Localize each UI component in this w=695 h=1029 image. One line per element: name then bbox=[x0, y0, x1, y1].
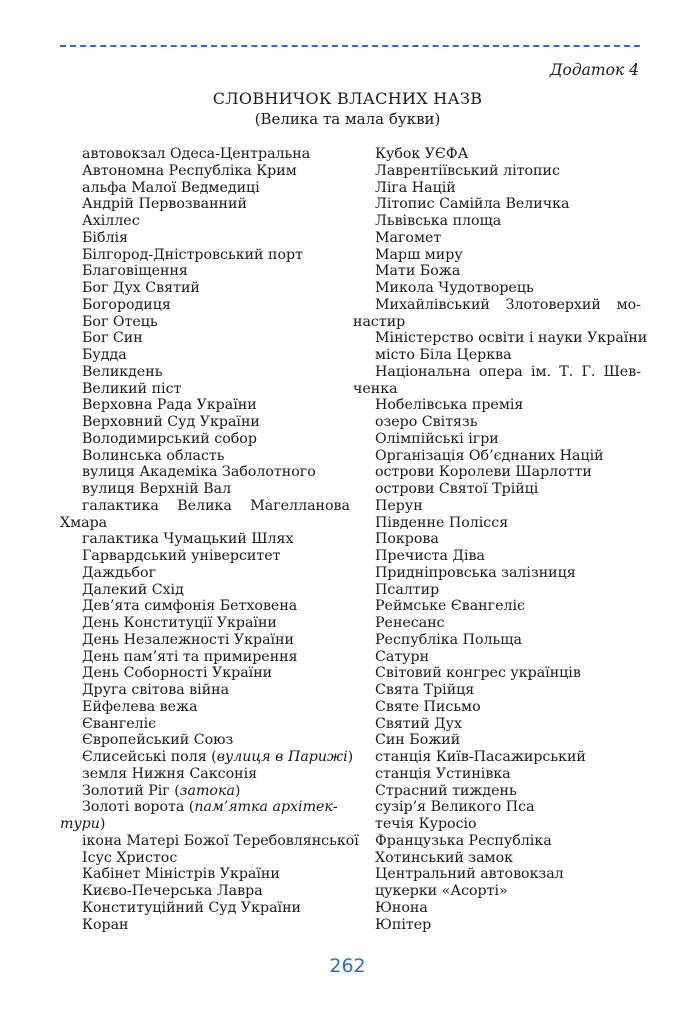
dictionary-entry: Святий Дух bbox=[375, 715, 462, 732]
dictionary-entry: місто Біла Церква bbox=[375, 347, 512, 363]
dictionary-entry: острови Королеви Шарлотти bbox=[375, 464, 592, 481]
dictionary-entry-continuation: настир bbox=[353, 313, 406, 330]
dictionary-entry: Дев’ята симфонія Бетховена bbox=[82, 598, 298, 615]
dictionary-entry: Богородиця bbox=[82, 296, 171, 313]
dictionary-entry: Верховний Суд України bbox=[82, 414, 260, 430]
dictionary-entry: Гарвардський університет bbox=[82, 548, 281, 564]
dictionary-entry: Республіка Польща bbox=[375, 631, 522, 648]
dictionary-entry: Києво-Печерська Лавра bbox=[82, 883, 263, 899]
entry-text: ) bbox=[99, 816, 106, 832]
dictionary-entry: Володимирський собор bbox=[82, 430, 257, 447]
dictionary-entry: Даждьбог bbox=[82, 564, 157, 581]
dictionary-entry: Ейфелева вежа bbox=[82, 698, 198, 715]
dictionary-entry bbox=[60, 783, 350, 800]
dictionary-entry: Благовіщення bbox=[82, 263, 188, 280]
dictionary-entry: Центральний автовокзал bbox=[375, 866, 564, 883]
dictionary-entry: Придніпровська залізниця bbox=[375, 564, 576, 581]
dictionary-entry: цукерки «Асорті» bbox=[375, 883, 508, 899]
dictionary-entry: ікона Матері Божої Теребовлянської bbox=[82, 832, 359, 849]
dictionary-entry: острови Святої Трійці bbox=[375, 481, 539, 497]
dictionary-entry: Свята Трійця bbox=[375, 682, 475, 698]
dictionary-entry: Французька Республіка bbox=[375, 832, 552, 849]
dictionary-entry: станція Устинівка bbox=[375, 765, 511, 782]
dictionary-entry: галактика Чумацький Шлях bbox=[82, 531, 294, 548]
dictionary-entry: вулиця Академіка Заболотного bbox=[82, 464, 316, 481]
dictionary-entry: День пам’яті та примирення bbox=[82, 648, 298, 665]
dictionary-entry: Михайлівський Злотоверхий мо- bbox=[375, 296, 641, 313]
dictionary-entry: Страсний тиждень bbox=[375, 782, 517, 799]
dictionary-entry: День Соборності України bbox=[82, 665, 273, 682]
dictionary-entry: Микола Чудотворець bbox=[375, 280, 534, 296]
dictionary-entry: Святе Письмо bbox=[375, 698, 481, 715]
dictionary-entry: Сатурн bbox=[375, 648, 430, 665]
dictionary-entry: вулиця Верхній Вал bbox=[82, 481, 232, 497]
dictionary-entry: Пречиста Діва bbox=[375, 548, 485, 564]
entry-note: вулиця в Парижі bbox=[216, 749, 348, 765]
dictionary-entry: Південне Полісся bbox=[375, 514, 509, 531]
dictionary-entry: День Конституції України bbox=[82, 615, 277, 631]
dictionary-entry: Юпітер bbox=[375, 916, 432, 933]
entry-note: тури bbox=[60, 816, 100, 832]
entry-text: Золоті ворота ( bbox=[82, 799, 195, 816]
dictionary-entry: Нобелівська премія bbox=[375, 397, 524, 414]
dictionary-entry: Юнона bbox=[375, 899, 428, 916]
dictionary-entry bbox=[60, 799, 350, 816]
header-dashed-rule bbox=[60, 45, 640, 47]
dictionary-entry: Ренесанс bbox=[375, 615, 445, 631]
dictionary-entry: Ліга Націй bbox=[375, 179, 456, 196]
dictionary-entry: День Незалежності України bbox=[82, 631, 294, 648]
dictionary-entry: Верховна Рада України bbox=[82, 397, 257, 414]
dictionary-entry: Кубок УЄФА bbox=[375, 146, 469, 162]
dictionary-entry-continuation: Хмара bbox=[60, 514, 108, 531]
dictionary-entry: Міністерство освіти і науки України bbox=[375, 330, 648, 347]
entry-note: затока bbox=[179, 782, 235, 799]
page-subtitle: (Велика та мала букви) bbox=[254, 110, 441, 128]
dictionary-entry: земля Нижня Саксонія bbox=[82, 765, 258, 782]
dictionary-entry: Біблія bbox=[82, 229, 129, 246]
dictionary-entry: Псалтир bbox=[375, 581, 440, 598]
dictionary-entry: альфа Малої Ведмедиці bbox=[82, 179, 260, 196]
dictionary-entry: Волинська область bbox=[82, 447, 225, 464]
dictionary-entry: Далекий Схід bbox=[82, 581, 184, 598]
dictionary-entry: Коран bbox=[82, 916, 129, 933]
dictionary-entry: Національна опера ім. Т. Г. Шев- bbox=[375, 363, 641, 380]
dictionary-entry: Євангеліє bbox=[82, 715, 157, 732]
dictionary-entry: Перун bbox=[375, 497, 423, 514]
entry-text: Золотий Ріг ( bbox=[82, 782, 180, 799]
dictionary-entry: Син Божий bbox=[375, 732, 461, 749]
dictionary-entry: галактика Велика Магелланова bbox=[82, 497, 350, 514]
dictionary-entry: Конституційний Суд України bbox=[82, 899, 301, 916]
entry-note: пам’ятка архітек- bbox=[194, 799, 338, 816]
dictionary-entry: Організація Об’єднаних Націй bbox=[375, 447, 604, 464]
dictionary-entry: Друга світова війна bbox=[82, 682, 230, 698]
dictionary-entry: Кабінет Міністрів України bbox=[82, 866, 280, 883]
dictionary-entry: Андрій Первозванний bbox=[82, 196, 247, 213]
dictionary-entry-continuation bbox=[60, 816, 350, 833]
dictionary-entry: Ахіллес bbox=[82, 213, 140, 229]
dictionary-entry: Бог Отець bbox=[82, 313, 158, 330]
dictionary-entry: Марш миру bbox=[375, 246, 463, 263]
dictionary-entry: озеро Світязь bbox=[375, 414, 478, 430]
dictionary-entry: Великдень bbox=[82, 363, 163, 380]
entry-text: ) bbox=[347, 749, 354, 765]
dictionary-entry: Мати Божа bbox=[375, 263, 461, 280]
appendix-label: Додаток 4 bbox=[549, 61, 639, 79]
dictionary-entry: Білгород-Дністровський порт bbox=[82, 246, 303, 263]
dictionary-entry bbox=[60, 749, 354, 766]
dictionary-entry: течія Куросіо bbox=[375, 816, 477, 832]
page-title: СЛОВНИЧОК ВЛАСНИХ НАЗВ bbox=[212, 89, 483, 108]
dictionary-entry: сузір’я Великого Пса bbox=[375, 799, 535, 816]
dictionary-entry: Будда bbox=[82, 347, 127, 363]
dictionary-entry: Великий піст bbox=[82, 380, 182, 397]
dictionary-entry: Реймське Євангеліє bbox=[375, 598, 525, 615]
dictionary-entry: Автономна Республіка Крим bbox=[82, 162, 297, 179]
dictionary-entry: Хотинський замок bbox=[375, 849, 514, 866]
dictionary-right-column bbox=[353, 146, 648, 933]
dictionary-entry: Покрова bbox=[375, 531, 439, 548]
entry-text: ) bbox=[234, 782, 241, 799]
page-number: 262 bbox=[329, 955, 366, 977]
dictionary-entry: Європейський Союз bbox=[82, 732, 234, 749]
dictionary-entry: Літопис Самійла Величка bbox=[375, 196, 570, 213]
dictionary-entry: Львівська площа bbox=[375, 213, 502, 229]
dictionary-entry-continuation: ченка bbox=[353, 380, 398, 397]
dictionary-entry: Ісус Христос bbox=[82, 849, 178, 866]
dictionary-entry: Магомет bbox=[375, 229, 442, 246]
dictionary-entry: Світовий конгрес українців bbox=[375, 665, 581, 682]
dictionary-entry: Бог Син bbox=[82, 330, 143, 347]
dictionary-entry: автовокзал Одеса-Центральна bbox=[82, 146, 311, 162]
dictionary-entry: станція Київ-Пасажирський bbox=[375, 749, 586, 765]
dictionary-entry: Олімпійські ігри bbox=[375, 430, 499, 447]
entry-text: Єлисейські поля ( bbox=[82, 749, 217, 765]
dictionary-left-column bbox=[60, 146, 359, 933]
dictionary-entry: Лаврентіївський літопис bbox=[375, 162, 560, 179]
dictionary-entry: Бог Дух Святий bbox=[82, 280, 200, 296]
